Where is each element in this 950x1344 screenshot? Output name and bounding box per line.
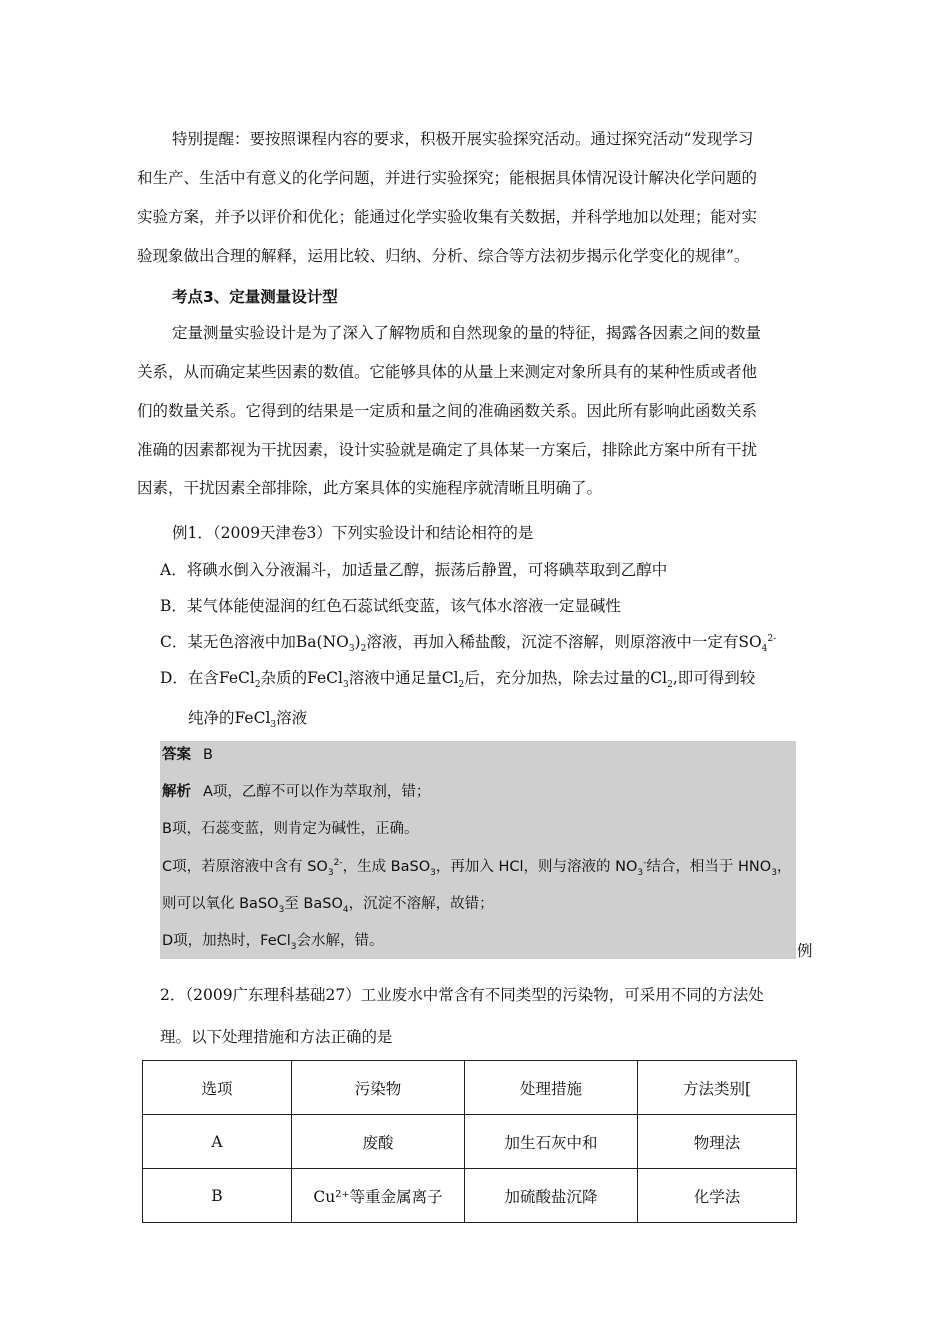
- pollutant-table: [142, 1060, 797, 1223]
- paragraph-line: 定量测量实验设计是为了深入了解物质和自然现象的量的特征，揭露各因素之间的数量: [172, 324, 762, 342]
- table-cell: 化学法: [638, 1169, 797, 1223]
- table-header-cell: 选项: [143, 1061, 292, 1115]
- question-stem: 例1．（2009天津卷3）下列实验设计和结论相符的是: [172, 524, 534, 542]
- question-stem: 理。以下处理措施和方法正确的是: [160, 1028, 393, 1046]
- table-header-cell: 处理措施: [465, 1061, 638, 1115]
- paragraph-line: 验现象做出合理的解释，运用比较、归纳、分析、综合等方法初步揭示化学变化的规律”。: [137, 247, 750, 265]
- option-a: A．将碘水倒入分液漏斗，加适量乙醇，振荡后静置，可将碘萃取到乙醇中: [160, 561, 668, 579]
- table-header-row: [143, 1061, 797, 1115]
- table-cell: 加硫酸盐沉降: [465, 1169, 638, 1223]
- paragraph-line: 们的数量关系。它得到的结果是一定质和量之间的准确函数关系。因此所有影响此函数关系: [137, 402, 758, 420]
- paragraph-line: 关系，从而确定某些因素的数值。它能够具体的从量上来测定对象所具有的某种性质或者他: [137, 363, 758, 381]
- analysis-line: 解析 A项，乙醇不可以作为萃取剂，错；: [162, 784, 431, 800]
- paragraph-line: 特别提醒：要按照课程内容的要求，积极开展实验探究活动。通过探究活动“发现学习: [172, 130, 754, 148]
- table-cell: Cu²⁺等重金属离子: [292, 1169, 465, 1223]
- table-cell: 加生石灰中和: [465, 1115, 638, 1169]
- option-b: B．某气体能使湿润的红色石蕊试纸变蓝，该气体水溶液一定显碱性: [160, 597, 621, 615]
- table-header-cell: 方法类别[: [638, 1061, 797, 1115]
- table-cell: 物理法: [638, 1115, 797, 1169]
- analysis-line: B项，石蕊变蓝，则肯定为碱性，正确。: [162, 821, 419, 837]
- example-marker: 例: [797, 942, 813, 960]
- paragraph-line: 和生产、生活中有意义的化学问题，并进行实验探究；能根据具体情况设计解决化学问题的: [137, 169, 758, 187]
- table-cell: 废酸: [292, 1115, 465, 1169]
- table-header-cell: 污染物: [292, 1061, 465, 1115]
- answer-label: 答案: [162, 747, 191, 763]
- table-cell: B: [143, 1169, 292, 1223]
- table-cell: A: [143, 1115, 292, 1169]
- analysis-line: 则可以氧化 BaSO$_3$至 BaSO$_4$，沉淀不溶解，故错；: [162, 896, 494, 915]
- answer-box: [160, 741, 796, 959]
- answer-line: 答案 B: [162, 747, 213, 763]
- paragraph-line: 准确的因素都视为干扰因素，设计实验就是确定了具体某一方案后，排除此方案中所有干扰: [137, 441, 758, 459]
- table-row: [143, 1115, 797, 1169]
- paragraph-line: 因素，干扰因素全部排除，此方案具体的实施程序就清晰且明确了。: [137, 479, 603, 497]
- option-d-continued: 纯净的FeCl$_3$溶液: [188, 709, 308, 731]
- analysis-line: D项，加热时，FeCl$_3$会水解，错。: [162, 933, 384, 952]
- analysis-label: 解析: [162, 784, 191, 800]
- option-c: C．某无色溶液中加$Ba(NO_3)_2$溶液，再加入稀盐酸，沉淀不溶解，则原溶液中一定有$SO_4^{2-}$: [160, 633, 777, 655]
- table-row: [143, 1169, 797, 1223]
- option-d: D．在含FeCl$_2$杂质的FeCl$_3$溶液中通足量$Cl_2$后，充分加热，除去过量的$Cl_2$,即可得到较: [160, 669, 756, 691]
- paragraph-line: 实验方案，并予以评价和优化；能通过化学实验收集有关数据，并科学地加以处理；能对实: [137, 208, 758, 226]
- analysis-line: C项，若原溶液中含有 $SO_3^{2-}$，生成 BaSO$_3$，再加入 HCl，则与溶液的 $NO_3^-$结合，相当于 $HNO_3$，: [162, 858, 792, 878]
- question-stem: 2．（2009广东理科基础27）工业废水中常含有不同类型的污染物，可采用不同的方法处: [160, 986, 764, 1004]
- section-heading: 考点3、定量测量设计型: [172, 288, 338, 306]
